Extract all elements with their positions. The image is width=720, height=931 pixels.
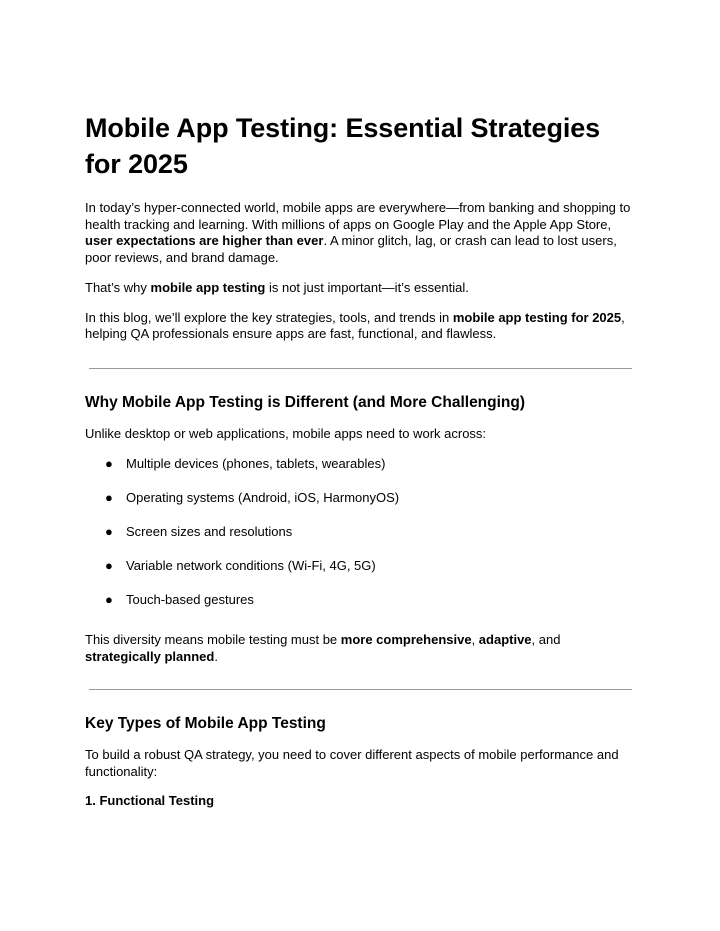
section-divider bbox=[89, 368, 632, 369]
blog-text-2: , helping QA professionals ensure apps are fast, functional, and flawless. bbox=[85, 309, 625, 341]
list-item bbox=[85, 456, 635, 472]
why-text-2: is not just important—it’s essential. bbox=[265, 280, 469, 295]
list-item bbox=[85, 592, 635, 608]
page-title: Mobile App Testing: Essential Strategies for 2025 bbox=[85, 113, 601, 179]
diversity-bold-1: more comprehensive bbox=[340, 632, 472, 647]
list-item-text: Touch-based gestures bbox=[126, 592, 254, 607]
list-item-text: Screen sizes and resolutions bbox=[126, 524, 293, 539]
intro-paragraph bbox=[85, 200, 635, 266]
diversity-paragraph bbox=[85, 632, 635, 665]
section1-lead: Unlike desktop or web applications, mobile apps need to work across: bbox=[85, 425, 487, 441]
diversity-bold-3: strategically planned bbox=[85, 648, 215, 664]
diversity-text-4: . bbox=[214, 648, 218, 664]
list-item bbox=[85, 524, 635, 540]
intro-text-1: In today’s hyper-connected world, mobile apps are everywhere—from banking and shopping to health tracking and learning. With millions of apps on Google Play and the Apple App Store, bbox=[85, 200, 631, 232]
document-page bbox=[85, 110, 635, 809]
list-item-text: Operating systems (Android, iOS, HarmonyOS) bbox=[126, 490, 400, 505]
subheading-functional-testing: 1. Functional Testing bbox=[85, 793, 215, 808]
bullet-icon: ● bbox=[105, 456, 113, 471]
list-item bbox=[85, 558, 635, 574]
why-text-1: That’s why bbox=[85, 280, 151, 295]
section-divider bbox=[89, 689, 632, 690]
list-item bbox=[85, 490, 635, 506]
section-heading-why-different: Why Mobile App Testing is Different (and More Challenging) bbox=[85, 393, 526, 411]
bullet-icon: ● bbox=[105, 592, 113, 607]
intro-bold-1: user expectations are higher than ever bbox=[85, 233, 324, 248]
why-paragraph bbox=[85, 280, 635, 297]
bullet-icon: ● bbox=[105, 558, 113, 573]
diversity-bold-2: adaptive bbox=[478, 632, 532, 647]
intro-text-2: . A minor glitch, lag, or crash can lead to lost users, poor reviews, and brand damage. bbox=[85, 233, 617, 265]
blog-bold-1: mobile app testing for 2025 bbox=[452, 309, 622, 325]
bullet-icon: ● bbox=[105, 524, 113, 539]
diversity-text-2: , bbox=[471, 632, 479, 647]
diversity-text-1: This diversity means mobile testing must be bbox=[85, 632, 341, 647]
list-item-text: Variable network conditions (Wi-Fi, 4G, 5G) bbox=[126, 558, 376, 573]
diversity-text-3: , and bbox=[531, 632, 561, 647]
list-item-text: Multiple devices (phones, tablets, wearables) bbox=[126, 456, 386, 471]
section2-lead: To build a robust QA strategy, you need to cover different aspects of mobile performance and functionality: bbox=[85, 747, 619, 779]
bullet-icon: ● bbox=[105, 490, 113, 505]
blog-paragraph bbox=[85, 310, 635, 343]
platform-list bbox=[85, 456, 635, 608]
section-heading-key-types: Key Types of Mobile App Testing bbox=[85, 715, 326, 732]
why-bold-1: mobile app testing bbox=[150, 280, 266, 295]
blog-text-1: In this blog, we’ll explore the key strategies, tools, and trends in bbox=[85, 309, 453, 325]
